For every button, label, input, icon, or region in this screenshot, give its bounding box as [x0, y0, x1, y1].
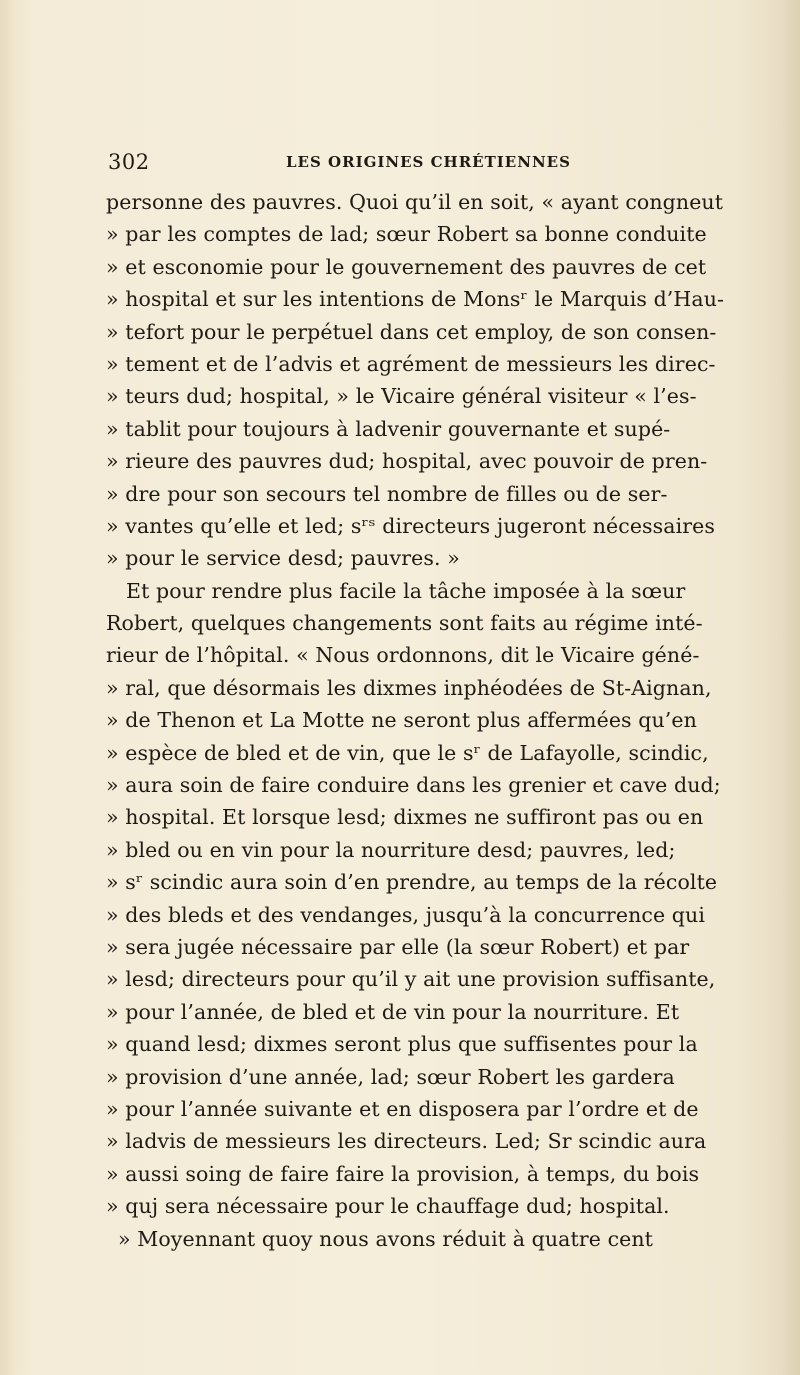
text-line: » provision d’une année, lad; sœur Robert les gardera [106, 1064, 675, 1089]
text-line: » pour l’année suivante et en disposera par l’ordre et de [106, 1096, 699, 1121]
text-line: » quj sera nécessaire pour le chauffage dud; hospital. [106, 1194, 670, 1219]
text-line: Robert, quelques changements sont faits au régime inté- [106, 611, 703, 636]
text-line: » pour l’année, de bled et de vin pour la nourriture. Et [106, 999, 680, 1024]
text-line: » pour le service desd; pauvres. » [106, 546, 460, 571]
body-text [106, 186, 740, 1255]
text-line: rieur de l’hôpital. « Nous ordonnons, dit le Vicaire géné- [106, 643, 700, 668]
text-line: » teurs dud; hospital, » le Vicaire général visiteur « l’es- [106, 384, 697, 409]
text-line: » hospital. Et lorsque lesd; dixmes ne suffiront pas ou en [106, 805, 704, 830]
text-line: » ral, que désormais les dixmes inphéodées de St-Aignan, [106, 675, 712, 700]
text-line: » et esconomie pour le gouvernement des pauvres de cet [106, 254, 707, 279]
text-line: » espèce de bled et de vin, que le sʳ de Lafayolle, scindic, [106, 740, 709, 765]
text-line: » tablit pour toujours à ladvenir gouvernante et supé- [106, 416, 671, 441]
text-line: » rieure des pauvres dud; hospital, avec pouvoir de pren- [106, 449, 708, 474]
text-line: » hospital et sur les intentions de Monsʳ le Marquis d’Hau- [106, 287, 725, 312]
text-line: » tement et de l’advis et agrément de messieurs les direc- [106, 351, 716, 376]
text-line: » quand lesd; dixmes seront plus que suffisentes pour la [106, 1032, 698, 1057]
page-edge-shadow-left [0, 0, 14, 1375]
text-line: » aura soin de faire conduire dans les grenier et cave dud; [106, 773, 721, 798]
text-line: » bled ou en vin pour la nourriture desd; pauvres, led; [106, 837, 676, 862]
text-line: » sʳ scindic aura soin d’en prendre, au temps de la récolte [106, 870, 718, 895]
text-line: » aussi soing de faire faire la provision, à temps, du bois [106, 1161, 700, 1186]
page-header [108, 150, 740, 176]
text-line: » dre pour son secours tel nombre de filles ou de ser- [106, 481, 668, 506]
text-line: » de Thenon et La Motte ne seront plus affermées qu’en [106, 708, 697, 733]
text-line: » Moyennant quoy nous avons réduit à quatre cent [118, 1226, 654, 1251]
text-line: » tefort pour le perpétuel dans cet employ, de son consen- [106, 319, 717, 344]
page-edge-shadow-right [782, 0, 800, 1375]
text-line: Et pour rendre plus facile la tâche imposée à la sœur [126, 578, 686, 603]
text-line: personne des pauvres. Quoi qu’il en soit, « ayant congneut [106, 190, 724, 214]
text-line: » vantes qu’elle et led; sʳˢ directeurs jugeront nécessaires [106, 513, 716, 538]
page-number: 302 [108, 150, 150, 174]
text-line: » des bleds et des vendanges, jusqu’à la concurrence qui [106, 902, 705, 927]
text-line: » ladvis de messieurs les directeurs. Led; Sr scindic aura [106, 1129, 707, 1154]
text-line: » par les comptes de lad; sœur Robert sa bonne conduite [106, 222, 707, 247]
text-line: » sera jugée nécessaire par elle (la sœur Robert) et par [106, 934, 690, 959]
text-line: » lesd; directeurs pour qu’il y ait une provision suffisante, [106, 967, 716, 992]
running-title: LES ORIGINES CHRÉTIENNES [286, 153, 571, 171]
